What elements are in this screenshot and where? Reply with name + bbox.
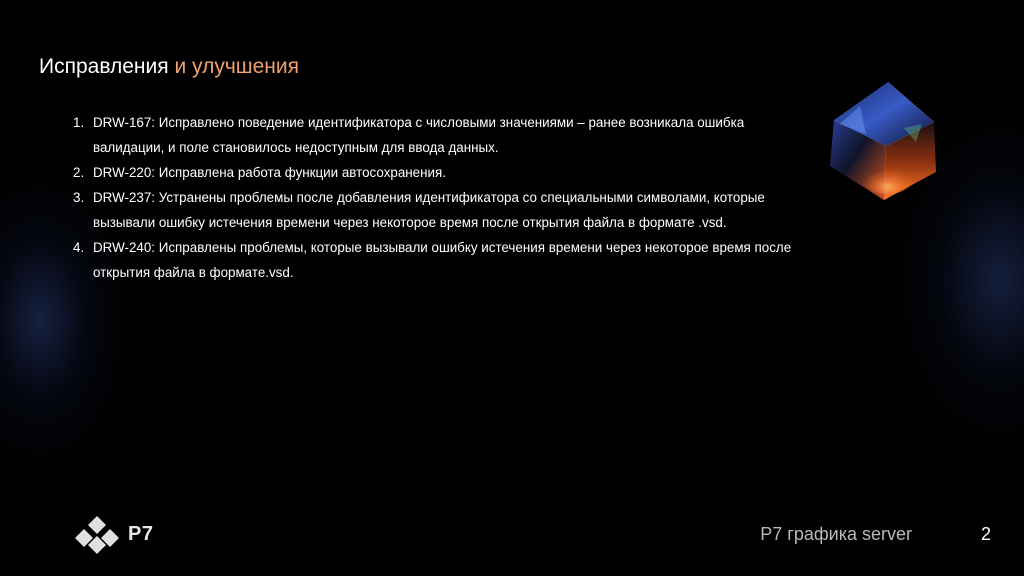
list-item-number: 2. <box>73 165 85 180</box>
logo-wordmark: Р7 <box>128 523 154 545</box>
footer-caption: Р7 графика server <box>760 524 912 544</box>
list-item-text-continued: вызывали ошибку истечения времени через некоторое время после открытия файла в формате .vsd. <box>93 215 727 230</box>
page-number: 2 <box>980 524 991 544</box>
list-item <box>73 160 833 185</box>
list-item <box>73 110 833 160</box>
list-item-text: DRW-167: Исправлено поведение идентификатора с числовыми значениями – ранее возникала ошибка <box>93 115 745 130</box>
slide-title-accent: и улучшения <box>174 55 299 78</box>
list-item-number: 3. <box>73 190 85 205</box>
list-item <box>73 185 833 235</box>
r7-diamond-logo-icon <box>72 514 122 554</box>
fix-list <box>73 110 833 285</box>
slide-title <box>39 54 299 80</box>
list-item-text-continued: открытия файла в формате.vsd. <box>93 265 294 280</box>
list-item-text: DRW-240: Исправлены проблемы, которые вызывали ошибку истечения времени через некоторое время после <box>93 240 792 255</box>
slide-title-plain: Исправления <box>39 55 175 78</box>
glass-cube-icon <box>826 80 938 202</box>
list-item-number: 1. <box>73 115 85 130</box>
list-item <box>73 235 833 285</box>
list-item-number: 4. <box>73 240 85 255</box>
list-item-text: DRW-237: Устранены проблемы после добавления идентификатора со специальными символами, которые <box>93 190 765 205</box>
list-item-text: DRW-220: Исправлена работа функции автосохранения. <box>93 165 446 180</box>
list-item-text-continued: валидации, и поле становилось недоступным для ввода данных. <box>93 140 499 155</box>
